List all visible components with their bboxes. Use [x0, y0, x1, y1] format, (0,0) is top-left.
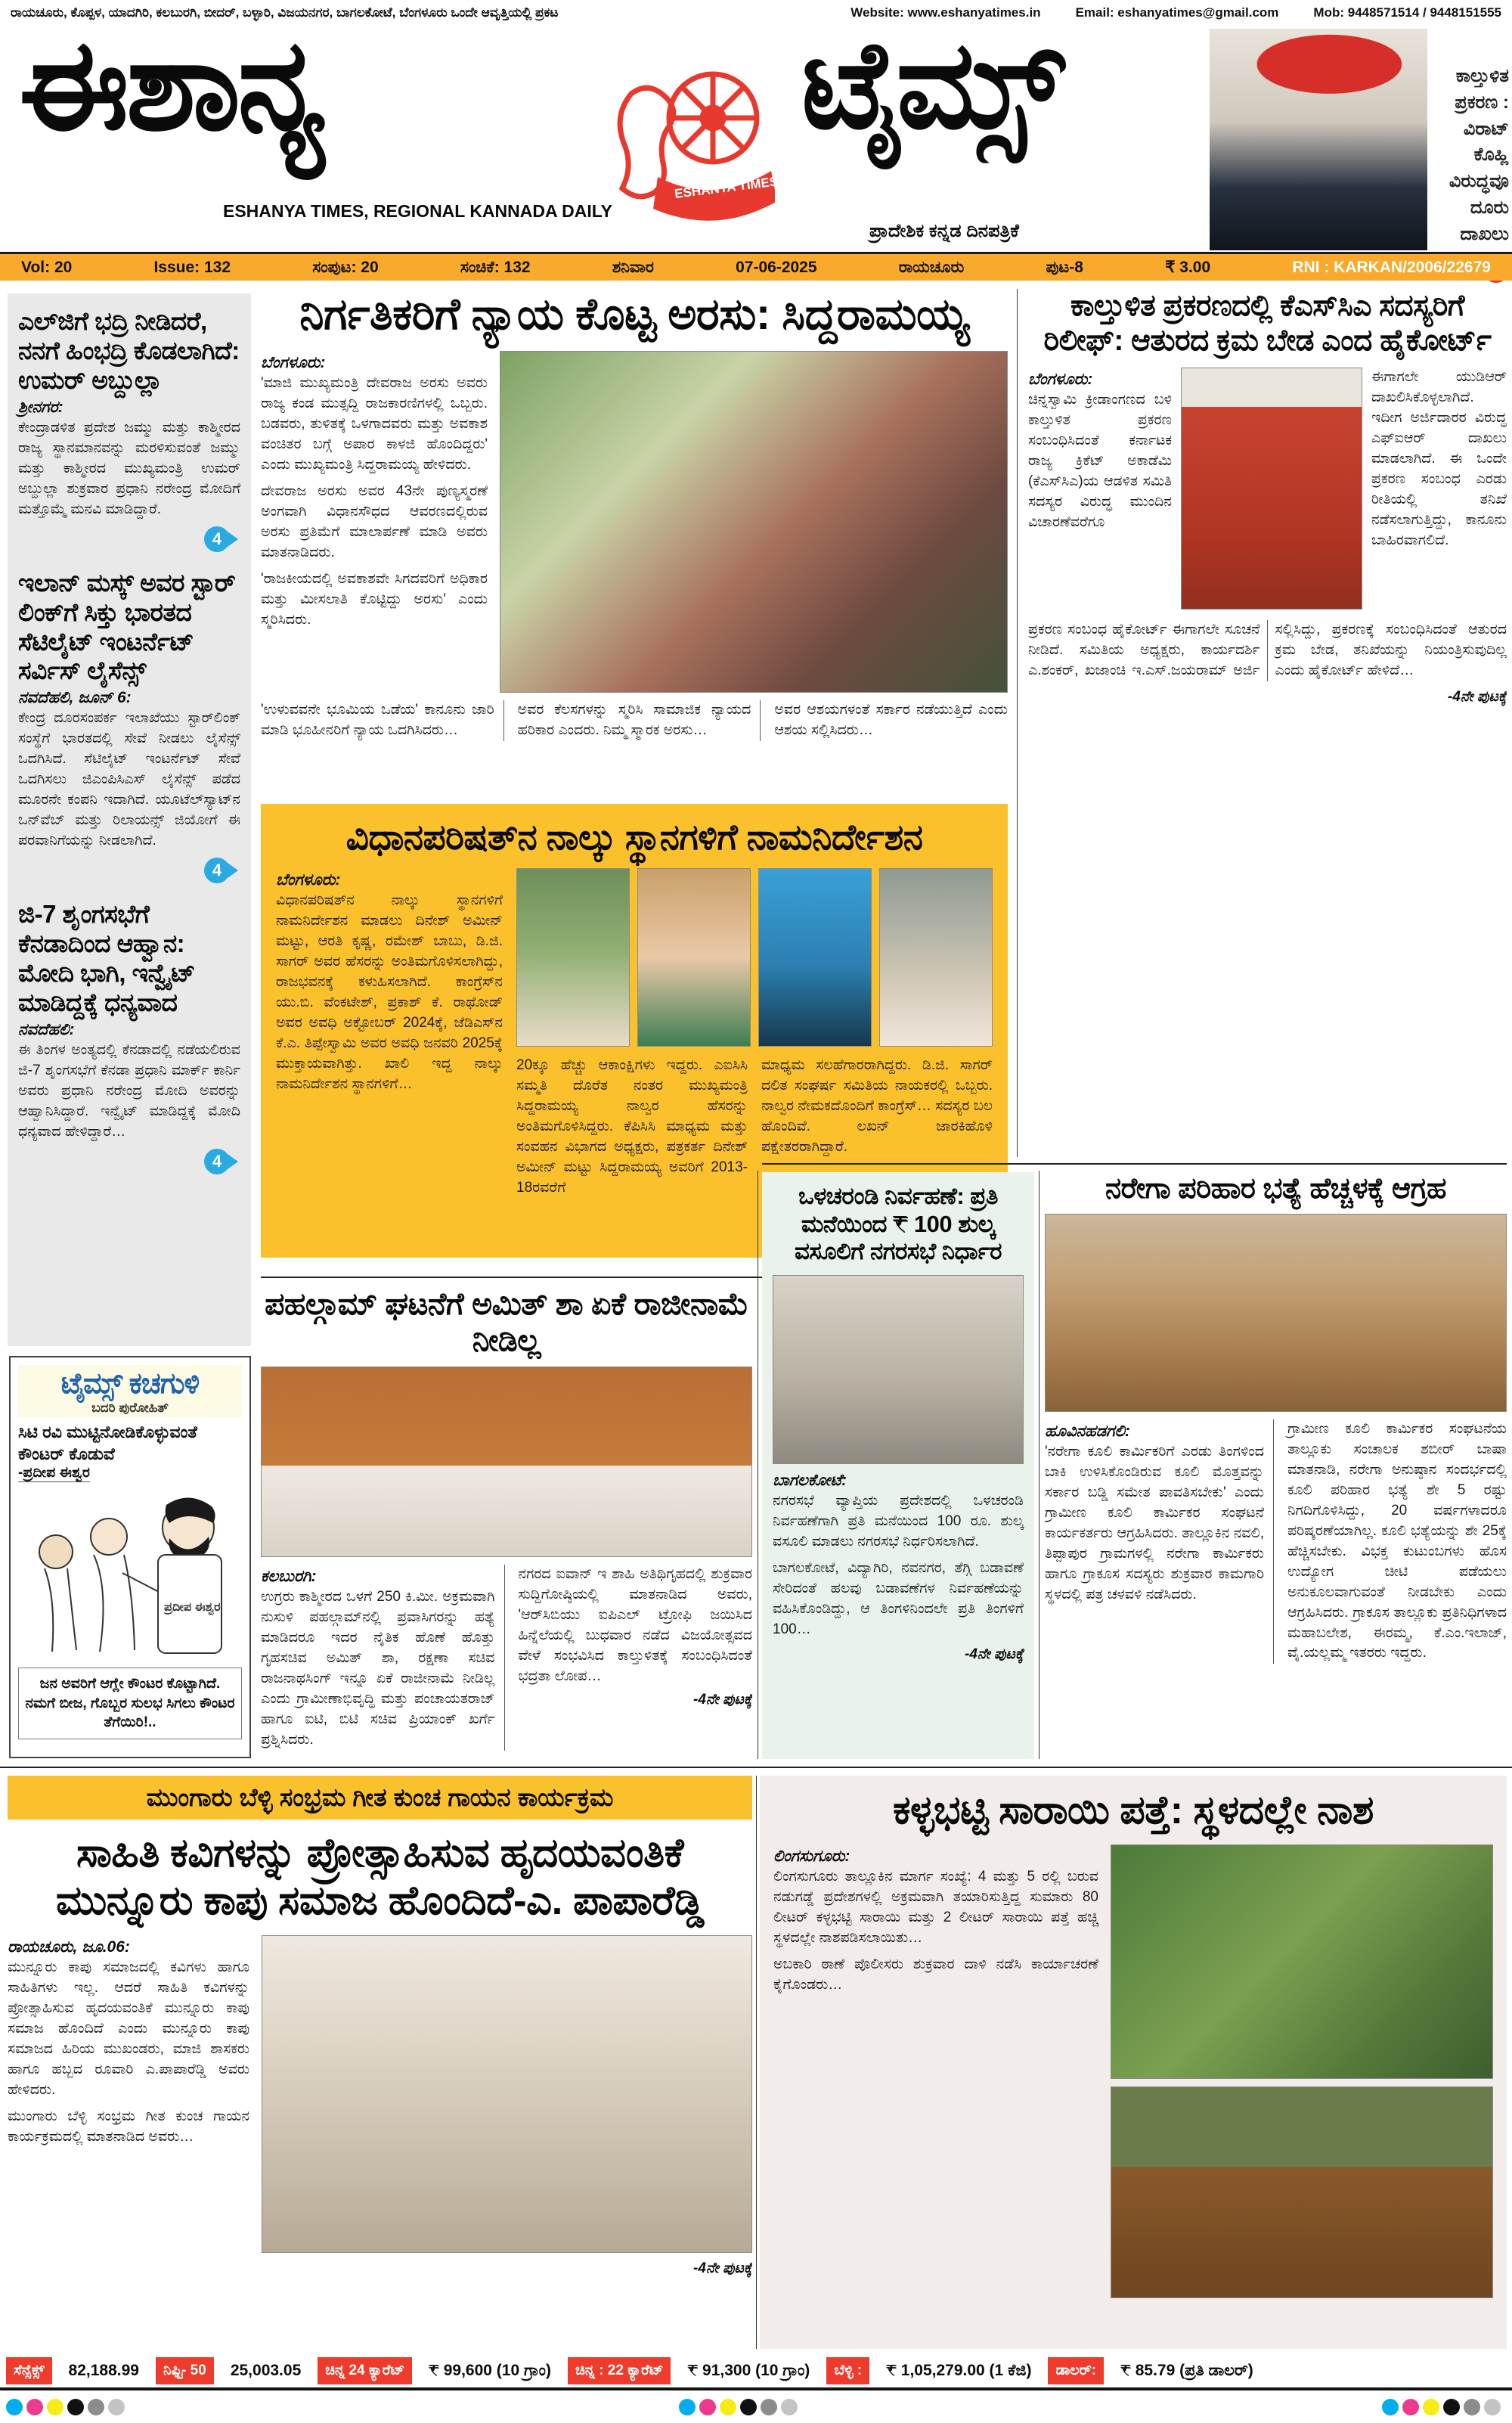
article-body: ಕೇಂದ್ರ ದೂರಸಂಪರ್ಕ ಇಲಾಖೆಯು ಸ್ಟಾರ್‌ಲಿಂಕ್ ಸಂಸ್ಥೆಗೆ ಭಾರತದಲ್ಲಿ ಸೇವೆ ನೀಡಲು ಲೈಸೆನ್ಸ್ ಒದಗಿಸಿದೆ. ಸೆಟಿಲೈಟ್ ಇಂಟರ್ನೆಟ್ ಸೇವೆ ಒದಗಿಸಲು ಜಿಎಂಪಿಸಿಎಸ್ ಲೈಸೆನ್ಸ್ ಪಡೆದ ಮೂರನೇ ಕಂಪನಿ ಇದಾಗಿದೆ. ಯೂಟೆಲ್‌ಸ್ಯಾಟ್‌ನ ಒನ್‌ವೆಬ್ ಮತ್ತು ರಿಲಾಯನ್ಸ್ ಜಿಯೋಗೆ ಈ ಪರವಾನಿಗೆಯನ್ನು ನೀಡಲಾಗಿದೆ. [18, 710, 240, 849]
ticker-label-dollar: ಡಾಲರ್: [1048, 2357, 1104, 2384]
nominee-photo-4 [879, 868, 993, 1047]
arasu-ceremony-photo [500, 351, 1008, 693]
nominee-photo-2 [637, 868, 751, 1047]
yellow-dot [47, 2399, 64, 2415]
munnuru-p2: ಮುಂಗಾರು ಬೆಳ್ಳಿ ಸಂಭ್ರಮ ಗೀತ ಕುಂಚ ಗಾಯನ ಕಾರ್ಯಕ್ರಮದಲ್ಲಿ ಮಾತನಾಡಿದ ಅವರು… [8, 2108, 249, 2145]
left-column [8, 293, 251, 1346]
date-bar [0, 252, 1512, 281]
article-dateline: ನವದೆಹಲಿ, ಜೂನ್ 6: [18, 689, 132, 707]
ticker-value-silver: ₹ 1,05,279.00 (1 ಕೆಜಿ) [886, 2362, 1032, 2379]
black-dot [1443, 2399, 1460, 2415]
council-headline[interactable]: ವಿಧಾನಪರಿಷತ್‌ನ ನಾಲ್ಕು ಸ್ಥಾನಗಳಿಗೆ ನಾಮನಿರ್ದೇಶನ [345, 817, 923, 857]
narega-col2: ಗ್ರಾಮೀಣ ಕೂಲಿ ಕಾರ್ಮಿಕರ ಸಂಘಟನೆಯ ತಾಲ್ಲೂಕು ಸಂಚಾಲಕ ಶಬೀರ್ ಬಾಷಾ ಮಾತನಾಡಿ, ನರೇಗಾ ಅನುಷ್ಠಾನ ಸಂದರ್ಭದಲ್ಲಿ ಕೂಲಿ ಪರಿಹಾರ ಭತ್ಯೆ ಶೇ 5 ರಷ್ಟು ನಿಗದಿಗೊಳಿಸಿದ್ದು, 20 ವರ್ಷಗಳಾದರೂ ಪರಿಷ್ಕರಣೆಯಾಗಿಲ್ಲ. ಕೂಲಿ ಭತ್ಯೆಯನ್ನು ಶೇ 25ಕ್ಕೆ ಹೆಚ್ಚಿಸಬೇಕು. ವಿಭಕ್ತ ಕುಟುಂಬಗಳು ಹೊಸ ಉದ್ಯೋಗ ಚೀಟಿ ಪಡೆಯಲು ಅನುಕೂಲವಾಗುವಂತೆ ನೀಡಬೇಕು ಎಂದು ಆಗ್ರಹಿಸಿದರು. ಗ್ರಾಕೂಸ ತಾಲ್ಲೂಕು ಪ್ರತಿನಿಧಿಗಳಾದ ಮಹಾಬಲೇಶ, ಈರಮ್ಮ, ಕೆ.ಎಂ.ಇಲಾಜ್, ವೈ.ಯಲ್ಲಮ್ಮ ಇತರರು ಇದ್ದರು. [1287, 1420, 1507, 1661]
court-headline[interactable]: ಕಾಲ್ತುಳಿತ ಪ್ರಕರಣದಲ್ಲಿ ಕೆಎಸ್‌ಸಿಎ ಸದಸ್ಯರಿಗೆ ರಿಲೀಫ್: ಆತುರದ ಕ್ರಮ ಬೇಡ ಎಂದ ಹೈಕೋರ್ಟ್ [1043, 290, 1492, 358]
court-continuation: ಪ್ರಕರಣ ಸಂಬಂಧ ಹೈಕೋರ್ಟ್ ಈಗಾಗಲೇ ಸೂಚನೆ ನೀಡಿದೆ. ಸಮಿತಿಯ ಅಧ್ಯಕ್ಷರು, ಕಾರ್ಯದರ್ಶಿ ಎ.ಶಂಕರ್, ಖಜಾಂಚಿ ಇ.ಎಸ್.ಜಯರಾಮ್ ಅರ್ಜಿ ಸಲ್ಲಿಸಿದ್ದು, ಪ್ರಕರಣಕ್ಕೆ ಸಂಬಂಧಿಸಿದಂತೆ ಆತುರದ ಕ್ರಮ ಬೇಡ, ತನಿಖೆಯನ್ನು ನಿಯಂತ್ರಿಸುವುದಿಲ್ಲ ಎಂದು ಹೈಕೋರ್ಟ್ ಹೇಳಿದೆ… [1028, 622, 1507, 678]
editions-line: ರಾಯಚೂರು, ಕೊಪ್ಪಳ, ಯಾದಗಿರಿ, ಕಲಬುರಗಿ, ಬೀದರ್, ಬಳ್ಳಾರಿ, ವಿಜಯನಗರ, ಬಾಗಲಕೋಟೆ, ಬೆಂಗಳೂರು ಒಂದೇ ಆವೃತ್ತಿಯಲ್ಲಿ ಪ್ರಕಟ [11, 5, 559, 20]
city-label: ರಾಯಚೂರು [898, 258, 965, 276]
ticker-label-gold24: ಚಿನ್ನ 24 ಕ್ಯಾರೆಟ್ [318, 2357, 412, 2384]
press-conference-photo [261, 1367, 752, 1557]
narega-article [1045, 1172, 1507, 1759]
sewerage-p1: ನಗರಸಭೆ ವ್ಯಾಪ್ತಿಯ ಪ್ರದೇಶದಲ್ಲಿ ಒಳಚರಂಡಿ ನಿರ್ವಹಣೆಗಾಗಿ ಪ್ರತಿ ಮನೆಯಿಂದ 100 ರೂ. ಶುಲ್ಕ ವಸೂಲಿ ಮಾಡಲು ನಗರಸಭೆ ನಿರ್ಧರಿಸಲಾಗಿದೆ. [773, 1492, 1024, 1550]
article-dateline: ನವದೆಹಲಿ: [18, 1020, 75, 1038]
ticker-label-gold22: ಚಿನ್ನ : 22 ಕ್ಯಾರೆಟ್ [568, 2357, 671, 2384]
email-label[interactable]: Email: eshanyatimes@gmail.com [1075, 5, 1279, 20]
cartoon-caption: ಜನ ಅವರಿಗೆ ಆಗ್ಲೇ ಕೌಂಟರ ಕೊಟ್ಟಾಗಿದೆ. ನಮಗೆ ಬೀಜ, ಗೊಬ್ಬರ ಸುಲಭ ಸಿಗಲು ಕೌಂಟರ ತೆಗೆಯಿರಿ!.. [18, 1668, 242, 1739]
nominee-photo-1 [516, 868, 630, 1047]
liquor-dateline: ಲಿಂಗಸುಗೂರು: [773, 1847, 850, 1866]
yellow-dot [1423, 2399, 1439, 2415]
council-col2: 20ಕ್ಕೂ ಹೆಚ್ಚು ಆಕಾಂಕ್ಷಿಗಳು ಇದ್ದರು. ಎಐಸಿಸಿ ಸಮ್ಮತಿ ದೊರೆತ ನಂತರ ಮುಖ್ಯಮಂತ್ರಿ ಸಿದ್ದರಾಮಯ್ಯ ನಾಲ್ವರ ಹೆಸರನ್ನು ಅಂತಿಮಗೊಳಿಸಿದ್ದರು. ಕೆಪಿಸಿಸಿ ಮಾಧ್ಯಮ ಮತ್ತು ಸಂವಹನ ವಿಭಾಗದ ಅಧ್ಯಕ್ಷರು, ಪತ್ರಕರ್ತ ದಿನೇಶ್ ಅಮೀನ್ ಮಟ್ಟು ಸಿದ್ದರಾಮಯ್ಯ ಅವರಿಗೆ 2013-18ರವರೆಗೆ [516, 1057, 748, 1196]
lion-icon [620, 88, 674, 197]
munnuru-page-ref[interactable]: -4ನೇ ಪುಟಕ್ಕೆ [693, 2260, 752, 2277]
munnuru-headline[interactable]: ಸಾಹಿತಿ ಕವಿಗಳನ್ನು ಪ್ರೋತ್ಸಾಹಿಸುವ ಹೃದಯವಂತಿಕೆ ಮುನ್ನೂರು ಕಾಪು ಸಮಾಜ ಹೊಂದಿದೆ-ಎ. ಪಾಪಾರೆಡ್ಡಿ [55, 1831, 705, 1923]
cartoon-title: ಟೈಮ್ಸ್ ಕಚಗುಳಿ [60, 1368, 200, 1400]
ticker-label-nifty: ನಿಫ್ಟಿ- 50 [156, 2357, 214, 2384]
council-col1: ವಿಧಾನಪರಿಷತ್‌ನ ನಾಲ್ಕು ಸ್ಥಾನಗಳಿಗೆ ನಾಮನಿರ್ದೇಶನ ಮಾಡಲು ದಿನೇಶ್ ಅಮೀನ್ ಮಟ್ಟು, ಆರತಿ ಕೃಷ್ಣ, ರಮೇಶ್ ಬಾಬು, ಡಿ.ಜಿ. ಸಾಗರ್ ಅವರ ಹೆಸರನ್ನು ಅಂತಿಮಗೊಳಿಸಲಾಗಿದ್ದು, ರಾಜಭವನಕ್ಕೆ ಕಳುಹಿಸಲಾಗಿದೆ. ಕಾಂಗ್ರೆಸ್‌ನ ಯು.ಬಿ. ವೆಂಕಟೇಶ್, ಪ್ರಕಾಶ್ ಕೆ. ರಾಥೋಡ್ ಅವರ ಅವಧಿ ಅಕ್ಟೋಬರ್ 2024ಕ್ಕೆ, ಜೆಡಿಎಸ್‌ನ ಕೆ.ಎ. ತಿಪ್ಪೇಸ್ವಾಮಿ ಅವರ ಅವಧಿ ಜನವರಿ 2025ಕ್ಕೆ ಮುಕ್ತಾಯವಾಗಿತ್ತು. ಖಾಲಿ ಇದ್ದ ನಾಲ್ಕು ನಾಮನಿರ್ದೇಶನ ಸ್ಥಾನಗಳಿಗೆ… [276, 892, 503, 1093]
sewerage-article [762, 1172, 1034, 1759]
ticker-label-silver: ಬೆಳ್ಳಿ : [826, 2357, 869, 2384]
narega-protest-photo [1045, 1214, 1507, 1412]
court-dateline: ಬೆಂಗಳೂರು: [1028, 371, 1093, 389]
munnuru-kicker: ಮುಂಗಾರು ಬೆಳ್ಳಿ ಸಂಭ್ರಮ ಗೀತ ಕುಂಚ ಗಾಯನ ಕಾರ್ಯಕ್ರಮ [8, 1776, 752, 1820]
issue-label: Issue: 132 [153, 258, 231, 276]
court-col2: ಈಗಾಗಲೇ ಯುಡಿಆರ್ ದಾಖಲಿಸಿಕೊಳ್ಳಲಾಗಿದೆ. ಇದೀಗ ಅರ್ಜಿದಾರರ ವಿರುದ್ಧ ಎಫ್‌ಐಆರ್ ದಾಖಲು ಮಾಡಲಾಗಿದೆ. ಈ ಒಂದೇ ಪ್ರಕರಣ ಸಂಬಂಧ ಎರಡು ರೀತಿಯಲ್ಲಿ ತನಿಖೆ ನಡೆಸಲಾಗುತ್ತಿದ್ದು, ಕಾನೂನು ಬಾಹಿರವಾಗಲಿದೆ. [1371, 369, 1507, 548]
liquor-raid-photo [1111, 1844, 1493, 2079]
ticker-value-nifty: 25,003.05 [230, 2362, 302, 2379]
liquor-pots-photo [1111, 2086, 1493, 2298]
sanchike-label: ಸಂಚಿಕೆ: 132 [460, 258, 531, 276]
munnuru-article [8, 1776, 752, 2349]
volume-label: Vol: 20 [21, 258, 73, 276]
cartoon-drawing [18, 1482, 242, 1664]
cyan-dot [1382, 2399, 1399, 2415]
masthead-tagline-en: ESHANYA TIMES, REGIONAL KANNADA DAILY [223, 201, 613, 221]
page-badge[interactable]: 4 [204, 858, 230, 883]
pahalgam-headline[interactable]: ಪಹಲ್ಗಾಮ್ ಘಟನೆಗೆ ಅಮಿತ್ ಶಾ ಏಕೆ ರಾಜೀನಾಮೆ ನೀಡಿಲ್ಲ [265, 1286, 748, 1358]
sewerage-p2: ಬಾಗಲಕೋಟೆ, ವಿದ್ಯಾಗಿರಿ, ನವನಗರ, ತೆಗ್ಗಿ ಬಡಾವಣೆ ಸೇರಿದಂತೆ ಹಲವು ಬಡಾವಣೆಗಳ ನಿರ್ವಹಣೆಯನ್ನು ವಹಿಸಿಕೊಂಡಿದ್ದು, ಆ ತಿಂಗಳಿನಿಂದಲೇ ಪ್ರತಿ ತಿಂಗಳಿಗೆ 100… [773, 1559, 1024, 1637]
cartoon-author: ಬದರಿ ಪುರೋಹಿತ್ [91, 1401, 169, 1415]
pahalgam-article [261, 1286, 752, 1762]
nominee-photo-3 [758, 868, 872, 1047]
sewerage-dateline: ಬಾಗಲಕೋಟೆ: [773, 1471, 847, 1489]
page-badge[interactable]: 4 [204, 1149, 230, 1174]
masthead [0, 14, 1512, 252]
cmyk-dots-left [6, 2399, 129, 2419]
narega-dateline: ಹೂವಿನಹಡಗಲಿ: [1045, 1422, 1130, 1440]
cyan-dot [6, 2399, 23, 2415]
liquor-headline[interactable]: ಕಳ್ಳಭಟ್ಟಿ ಸಾರಾಯಿ ಪತ್ತೆ: ಸ್ಥಳದಲ್ಲೇ ನಾಶ [893, 1789, 1374, 1832]
mobile-label: Mob: 9448571514 / 9448151555 [1313, 5, 1501, 20]
promo-block [1424, 64, 1509, 283]
lightgray-dot [108, 2399, 125, 2415]
cartoon-figure-label: ಪ್ರದೀಪ ಈಶ್ವರ [164, 1601, 221, 1615]
logo-banner-text: ESHANYA TIMES [674, 174, 775, 201]
council-col3: ಮಾಧ್ಯಮ ಸಲಹೆಗಾರರಾಗಿದ್ದರು. ಡಿ.ಜಿ. ಸಾಗರ್ ದಲಿತ ಸಂಘರ್ಷ ಸಮಿತಿಯ ನಾಯಕರಲ್ಲಿ ಒಬ್ಬರು. ನಾಲ್ವರ ನೇಮಕದೊಂದಿಗೆ ಕಾಂಗ್ರೆಸ್… ಸದಸ್ಯರ ಬಲ ಹೊಂದಿವೆ. ಲಖನ್ ಜಾರಕಿಹೊಳಿ ಪಕ್ಷೇತರರಾಗಿದ್ದಾರೆ. [761, 1057, 993, 1156]
munnuru-p1: ಮುನ್ನೂರು ಕಾಪು ಸಮಾಜದಲ್ಲಿ ಕವಿಗಳು ಹಾಗೂ ಸಾಹಿತಿಗಳು ಇಲ್ಲ. ಆದರೆ ಸಾಹಿತಿ ಕವಿಗಳನ್ನು ಪ್ರೋತ್ಸಾಹಿಸುವ ಹೃದಯವಂತಿಕೆ ಮುನ್ನೂರು ಕಾಪು ಸಮಾಜ ಹೊಂದಿದೆ ಎಂದು ಮುನ್ನೂರು ಕಾಪು ಸಮಾಜದ ಹಿರಿಯ ಮುಖಂಡರು, ಮಾಜಿ ಶಾಸಕರು ಹಾಗೂ ಹಬ್ಬದ ರೂವಾರಿ ಎ.ಪಾಪಾರೆಡ್ಡಿ ಅವರು ಹೇಳಿದರು. [8, 1959, 249, 2098]
lead-continuation-col: 'ಉಳುವವನೇ ಭೂಮಿಯ ಒಡೆಯ' ಕಾನೂನು ಜಾರಿ ಮಾಡಿ ಭೂಹೀನರಿಗೆ ನ್ಯಾಯ ಒದಗಿಸಿದರು… [261, 700, 504, 741]
highcourt-photo [1181, 368, 1362, 610]
lead-dateline: ಬೆಂಗಳೂರು: [261, 354, 326, 372]
article-body: ಕೇಂದ್ರಾಡಳಿತ ಪ್ರದೇಶ ಜಮ್ಮು ಮತ್ತು ಕಾಶ್ಮೀರದ ರಾಜ್ಯ ಸ್ಥಾನಮಾನವನ್ನು ಮರಳಿಸುವಂತೆ ಜಮ್ಮು ಮತ್ತು ಕಾಶ್ಮೀರದ ಮುಖ್ಯಮಂತ್ರಿ ಉಮರ್ ಅಬ್ದುಲ್ಲಾ ಶುಕ್ರವಾರ ಪ್ರಧಾನಿ ನರೇಂದ್ರ ಮೋದಿಗೆ ಮತ್ತೊಮ್ಮೆ ಮನವಿ ಮಾಡಿದ್ದಾರೆ. [18, 419, 240, 517]
pahalgam-dateline: ಕಲಬುರಗಿ: [261, 1567, 317, 1585]
magenta-dot [699, 2399, 716, 2415]
black-dot [740, 2399, 757, 2415]
ticker-value-gold24: ₹ 99,600 (10 ಗ್ರಾಂ) [429, 2362, 551, 2379]
liquor-p2: ಅಬಕಾರಿ ಠಾಣೆ ಪೊಲೀಸರು ಶುಕ್ರವಾರ ದಾಳಿ ನಡೆಸಿ ಕಾರ್ಯಾಚರಣೆ ಕೈಗೊಂಡರು… [773, 1956, 1098, 1993]
page-badge[interactable]: 4 [204, 526, 230, 552]
promo-headline[interactable]: ಕಾಲ್ತುಳಿತ ಪ್ರಕರಣ : ವಿರಾಟ್ ಕೊಹ್ಲಿ ವಿರುದ್ಧವೂ ದೂರು ದಾಖಲು [1448, 66, 1509, 244]
article-umar-abdulla [18, 307, 240, 552]
munnuru-event-photo [262, 1935, 752, 2253]
article-dateline: ಶ್ರೀನಗರ: [18, 398, 64, 416]
rni-label: RNI : KARKAN/2006/22679 [1292, 258, 1491, 276]
black-dot [67, 2399, 84, 2415]
lead-continuation-col: ಅವರ ಕೆಲಸಗಳನ್ನು ಸ್ಮರಿಸಿ ಸಾಮಾಜಿಕ ನ್ಯಾಯದ ಹರಿಕಾರ ಎಂದರು. ನಿಮ್ಮ ಸ್ಮಾರಕ ಅರಸು… [518, 700, 761, 741]
narega-col1: 'ನರೇಗಾ ಕೂಲಿ ಕಾರ್ಮಿಕರಿಗೆ ಎರಡು ತಿಂಗಳಿಂದ ಬಾಕಿ ಉಳಿಸಿಕೊಂಡಿರುವ ಕೂಲಿ ಮೊತ್ತವನ್ನು ಸರ್ಕಾರ ಬಡ್ಡಿ ಸಮೇತ ಪಾವತಿಸಬೇಕು' ಎಂದು ಗ್ರಾಮೀಣ ಕೂಲಿ ಕಾರ್ಮಿಕರ ಸಂಘಟನೆ ಕಾರ್ಯಕರ್ತರು ಆಗ್ರಹಿಸಿದರು. ತಾಲ್ಲೂಕಿನ ನವಲಿ, ತಿಪ್ಪಾಪುರ ಗ್ರಾಮಗಳಲ್ಲಿ ನರೇಗಾ ಕಾರ್ಮಿಕರು ಹಾಗೂ ಗ್ರಾಕೂಸ ಸದಸ್ಯರು ಶುಕ್ರವಾರ ಕಾಮಗಾರಿ ಸ್ಥಳದಲ್ಲಿ ಪತ್ರ ಚಳವಳಿ ನಡೆಸಿದರು. [1045, 1443, 1264, 1602]
magenta-dot [26, 2399, 43, 2415]
lead-article [261, 289, 1008, 799]
lightgray-dot [781, 2399, 798, 2415]
lead-paragraph: 'ಮಾಜಿ ಮುಖ್ಯಮಂತ್ರಿ ದೇವರಾಜ ಅರಸು ಅವರು ರಾಜ್ಯ ಕಂಡ ಮುತ್ಸದ್ದಿ ರಾಜಕಾರಣಿಗಳಲ್ಲಿ ಒಬ್ಬರು. ಬಡವರು, ತುಳಿತಕ್ಕೆ ಒಳಗಾದವರು ಮತ್ತು ಅವಕಾಶ ವಂಚಿತರ ಬಗ್ಗೆ ಅಪಾರ ಕಾಳಜಿ ಹೊಂದಿದ್ದರು' ಎಂದು ಮುಖ್ಯಮಂತ್ರಿ ಸಿದ್ದರಾಮಯ್ಯ ಹೇಳಿದರು. [261, 375, 488, 473]
ticker-value-dollar: ₹ 85.79 (ಪ್ರತಿ ಡಾಲರ್) [1120, 2362, 1253, 2379]
weekday-label: ಶನಿವಾರ [612, 258, 654, 276]
masthead-tagline-kn: ಪ್ರಾದೇಶಿಕ ಕನ್ನಡ ದಿನಪತ್ರಿಕೆ [869, 221, 1019, 241]
court-page-ref[interactable]: -4ನೇ ಪುಟಕ್ಕೆ [1448, 688, 1507, 705]
article-headline[interactable]: ಎಲ್‌ಜಿಗೆ ಭದ್ರಿ ನೀಡಿದರೆ, ನನಗೆ ಹಿಂಭದ್ರಿ ಕೊಡಲಾಗಿದೆ: ಉಮರ್ ಅಬ್ದುಲ್ಲಾ [18, 307, 240, 394]
samputa-label: ಸಂಪುಟ: 20 [312, 258, 379, 276]
ticker-value-gold22: ₹ 91,300 (10 ಗ್ರಾಂ) [687, 2362, 810, 2379]
lead-paragraph: ದೇವರಾಜ ಅರಸು ಅವರ 43ನೇ ಪುಣ್ಯಸ್ಮರಣೆ ಅಂಗವಾಗಿ ವಿಧಾನಸೌಧದ ಆವರಣದಲ್ಲಿರುವ ಅರಸು ಪ್ರತಿಮೆಗೆ ಮಾಲಾರ್ಪಣೆ ಮಾಡಿ ಅವರು ಮಾತನಾಡಿದರು. [261, 483, 488, 561]
gray-dot [1464, 2399, 1480, 2415]
yellow-dot [720, 2399, 736, 2415]
kohli-photo [1210, 29, 1427, 250]
masthead-title-left: ಈಶಾನ್ಯ [19, 14, 323, 156]
lead-continuation-col: ಅವರ ಆಶಯಗಳಂತೆ ಸರ್ಕಾರ ನಡೆಯುತ್ತಿದೆ ಎಂದು ಆಶಯ ಸಲ್ಲಿಸಿದರು… [774, 702, 1008, 739]
article-g7 [18, 900, 240, 1174]
lightgray-dot [1484, 2399, 1501, 2415]
liquor-p1: ಲಿಂಗಸುಗೂರು ತಾಲ್ಲೂಕಿನ ಮಾರ್ಗ ಸಂಖ್ಯೆ: 4 ಮತ್ತು 5 ರಲ್ಲಿ ಬರುವ ನಡುಗಡ್ಡೆ ಪ್ರದೇಶಗಳಲ್ಲಿ ಅಕ್ರಮವಾಗಿ ತಯಾರಿಸುತ್ತಿದ್ದ ಸುಮಾರು 80 ಲೀಟರ್ ಕಳ್ಳಭಟ್ಟಿ ಸಾರಾಯಿ ಮತ್ತು 2 ಲೀಟರ್ ಸಾರಾಯಿ ಪತ್ತೆ ಹಚ್ಚಿ ಸ್ಥಳದಲ್ಲೇ ನಾಶಪಡಿಸಲಾಯಿತು… [773, 1869, 1098, 1947]
logo-emblem [586, 48, 775, 237]
court-col1: ಚಿನ್ನಸ್ವಾಮಿ ಕ್ರೀಡಾಂಗಣದ ಬಳಿ ಕಾಲ್ತುಳಿತ ಪ್ರಕರಣ ಸಂಬಂಧಿಸಿದಂತೆ ಕರ್ನಾಟಕ ರಾಜ್ಯ ಕ್ರಿಕೆಟ್ ಅಕಾಡೆಮಿ (ಕೆಎಸ್‌ಸಿಎ)ಯ ಆಡಳಿತ ಸಮಿತಿ ಸದಸ್ಯರ ವಿರುದ್ಧ ಮುಂದಿನ ವಿಚಾರಣೆವರೆಗೂ [1028, 392, 1172, 530]
ticker-label-sensex: ಸೆನ್ಸೆಕ್ಸ್ [6, 2357, 52, 2384]
website-label[interactable]: Website: www.eshanyatimes.in [850, 5, 1041, 20]
pahalgam-col1: ಉಗ್ರರು ಕಾಶ್ಮೀರದ ಒಳಗೆ 250 ಕಿ.ಮೀ. ಅಕ್ರಮವಾಗಿ ನುಸುಳಿ ಪಹಲ್ಗಾಮ್‌ನಲ್ಲಿ ಪ್ರವಾಸಿಗರನ್ನು ಹತ್ಯೆ ಮಾಡಿದರೂ ಇದರ ನೈತಿಕ ಹೊಣೆ ಹೊತ್ತು ಗೃಹಸಚಿವ ಅಮಿತ್ ಶಾ, ರಕ್ಷಣಾ ಸಚಿವ ರಾಜನಾಥಸಿಂಗ್ ಇನ್ನೂ ಏಕೆ ರಾಜೀನಾಮೆ ನೀಡಿಲ್ಲ ಎಂದು ಗ್ರಾಮೀಣಾಭಿವೃದ್ಧಿ ಮತ್ತು ಪಂಚಾಯತರಾಜ್ ಹಾಗೂ ಐಟಿ, ಬಿಟಿ ಸಚಿವ ಪ್ರಿಯಾಂಕ್ ಖರ್ಗೆ ಪ್ರಶ್ನಿಸಿದರು. [261, 1588, 495, 1748]
market-ticker [0, 2354, 1512, 2390]
lead-headline[interactable]: ನಿರ್ಗತಿಕರಿಗೆ ನ್ಯಾಯ ಕೊಟ್ಟ ಅರಸು: ಸಿದ್ದರಾಮಯ್ಯ [299, 290, 969, 339]
cyan-dot [679, 2399, 696, 2415]
gray-dot [761, 2399, 777, 2415]
liquor-article [760, 1776, 1507, 2349]
pages-label: ಪುಟ-8 [1046, 258, 1083, 276]
article-starlink [18, 569, 240, 884]
cmyk-dots-center [679, 2399, 801, 2419]
magenta-dot [1402, 2399, 1419, 2415]
munnuru-dateline: ರಾಯಚೂರು, ಜೂ.06: [8, 1938, 130, 1956]
price-label: ₹ 3.00 [1165, 259, 1211, 276]
gray-dot [88, 2399, 104, 2415]
council-dateline: ಬೆಂಗಳೂರು: [276, 871, 341, 889]
lead-paragraph: 'ರಾಜಕೀಯದಲ್ಲಿ ಅವಕಾಶವೇ ಸಿಗದವರಿಗೆ ಅಧಿಕಾರ ಮತ್ತು ಮೀಸಲಾತಿ ಕೊಟ್ಟಿದ್ದು ಅರಸು' ಎಂದು ಸ್ಮರಿಸಿದರು. [261, 571, 488, 628]
date-label: 07-06-2025 [736, 258, 817, 276]
masthead-title-right: ಟೈಮ್ಸ್ [801, 17, 1061, 154]
narega-headline[interactable]: ನರೇಗಾ ಪರಿಹಾರ ಭತ್ಯೆ ಹೆಚ್ಚಳಕ್ಕೆ ಆಗ್ರಹ [1105, 1173, 1447, 1205]
council-meeting-photo [773, 1275, 1024, 1464]
pahalgam-col2: ನಗರದ ಐವಾನ್ ಇ ಶಾಹಿ ಅತಿಥಿಗೃಹದಲ್ಲಿ ಶುಕ್ರವಾರ ಸುದ್ದಿಗೋಷ್ಠಿಯಲ್ಲಿ ಮಾತನಾಡಿದ ಅವರು, 'ಆರ್‌ಸಿಬಿಯು ಐಪಿಎಲ್ ಟ್ರೋಫಿ ಜಯಿಸಿದ ಹಿನ್ನೆಲೆಯಲ್ಲಿ ಬುಧವಾರ ನಡೆದ ವಿಜಯೋತ್ಸವದ ವೇಳೆ ಸಂಭವಿಸಿದ ಕಾಲ್ತುಳಿತಕ್ಕೆ ಸಂಬಂಧಿಸಿದಂತೆ ಭದ್ರತಾ ಲೋಪ… [518, 1565, 752, 1684]
article-headline[interactable]: ಇಲಾನ್ ಮಸ್ಕ್ ಅವರ ಸ್ಟಾರ್ ಲಿಂಕ್‌ಗೆ ಸಿಕ್ತು ಭಾರತದ ಸೆಟಿಲೈಟ್ ಇಂಟರ್ನೆಟ್ ಸರ್ವಿಸ್ ಲೈಸೆನ್ಸ್ [18, 568, 236, 685]
article-body: ಈ ತಿಂಗಳ ಅಂತ್ಯದಲ್ಲಿ ಕೆನಡಾದಲ್ಲಿ ನಡೆಯಲಿರುವ ಜಿ-7 ಶೃಂಗಸಭೆಗೆ ಕೆನಡಾ ಪ್ರಧಾನಿ ಮಾರ್ಕ್ ಕಾರ್ನಿ ಅವರು ಪ್ರಧಾನಿ ನರೇಂದ್ರ ಮೋದಿ ಅವರನ್ನು ಆಹ್ವಾನಿಸಿದ್ದಾರೆ. ಇನ್ವೈಟ್ ಮಾಡಿದ್ದಕ್ಕೆ ಮೋದಿ ಧನ್ಯವಾದ ಹೇಳಿದ್ದಾರೆ… [18, 1041, 240, 1140]
cartoon-box [9, 1356, 251, 1758]
article-headline[interactable]: ಜಿ-7 ಶೃಂಗಸಭೆಗೆ ಕೆನಡಾದಿಂದ ಆಹ್ವಾನ: ಮೋದಿ ಭಾಗಿ, ಇನ್ವೈಟ್ ಮಾಡಿದ್ದಕ್ಕೆ ಧನ್ಯವಾದ [18, 900, 196, 1016]
cmyk-dots-right [1382, 2399, 1504, 2419]
pahalgam-page-ref[interactable]: -4ನೇ ಪುಟಕ್ಕೆ [693, 1691, 752, 1708]
cartoon-quote-by: -ಪ್ರದೀಪ ಈಶ್ವರ [18, 1465, 90, 1481]
ticker-value-sensex: 82,188.99 [68, 2362, 139, 2379]
cartoon-quote: ಸಿಟಿ ರವಿ ಮುಟ್ಟಿನೋಡಿಕೊಳ್ಳುವಂತೆ ಕೌಂಟರ್ ಕೊಡುವೆ [18, 1422, 197, 1463]
sewerage-headline[interactable]: ಒಳಚರಂಡಿ ನಿರ್ವಹಣೆ: ಪ್ರತಿ ಮನೆಯಿಂದ ₹ 100 ಶುಲ್ಕ ವಸೂಲಿಗೆ ನಗರಸಭೆ ನಿರ್ಧಾರ [794, 1183, 1002, 1265]
sewerage-page-ref[interactable]: -4ನೇ ಪುಟಕ್ಕೆ [965, 1646, 1024, 1662]
court-article [1017, 289, 1507, 1157]
